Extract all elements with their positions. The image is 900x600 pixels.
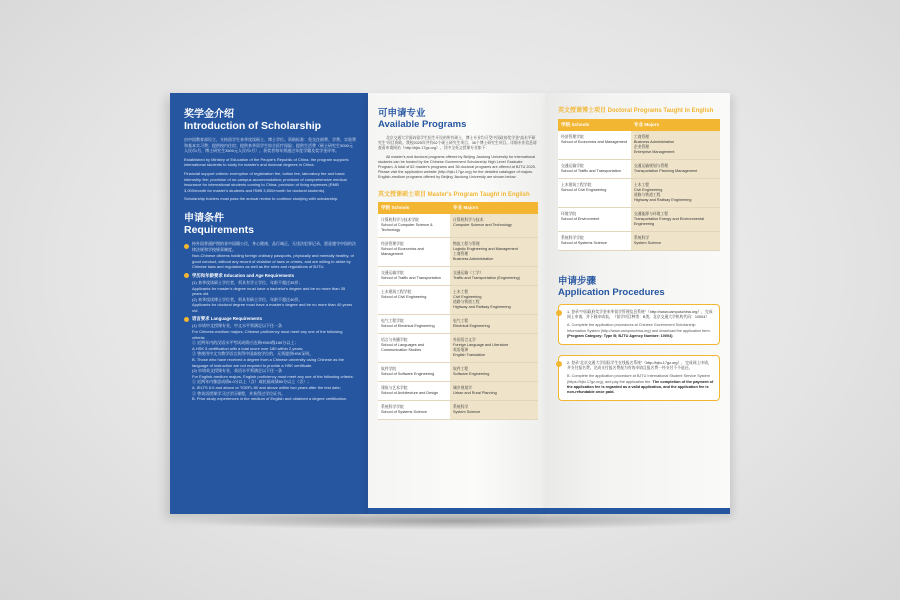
req3-a2-en: B. Those who have received a degree from a Chinese university using Chinese as the language of instruction are not required to provide a HSK certificate. [192, 357, 345, 368]
bullet-dot-icon [184, 273, 189, 278]
school-cell: 经济管理学院 School of Economics and Management [558, 131, 631, 160]
requirement-item-3 [184, 316, 356, 322]
major-cell: 交通能源与环境工程 Transportation Energy and Environmental Engineering [631, 208, 720, 232]
table-header-row [378, 202, 538, 214]
req2-a-en: Applicants for master's degree must have a bachelor's degree and be no more than 35 years old. [192, 285, 346, 297]
col-majors: 专业 Majors [631, 119, 720, 131]
scholarship-para-zh: 由中国教育部设立，支持留学生来华攻读硕士、博士学位。资助标准：免交注册费、学费、实验费和基本实习费；提供校内住宿；提供来华留学生综合医疗保险；提供生活费（硕士研究生3000元人民币/月，博士研究生3500元人民币/月）。获奖者每年须通过年度学籍及奖学金评审。 [184, 137, 356, 154]
school-cell: 计算机科学与技术学院 School of Computer Science & Technology [378, 214, 450, 238]
step1-zh: 1. 登录"中国政府奖学金来华留学管理信息系统"（http://www.campuschina.org），完成网上申请，并下载申请表。（留学项目种类：B类，北京交通大学机构代码：10004） [567, 310, 713, 320]
school-cell: 交通运输学院 School of Traffic and Transportation [378, 266, 450, 285]
scholarship-title-zh: 奖学金介绍 [184, 109, 234, 120]
right-panel-doctoral [546, 93, 730, 514]
master-table-body [378, 214, 538, 420]
doctoral-programs-table [558, 119, 720, 251]
middle-bottom-bar [368, 508, 546, 514]
step2-en-text: B. Complete the application procedure at BJTU International Student Service System (https://bjtu.17gz.org), and pay the application fee. [567, 374, 710, 384]
major-cell: 软件工程 Software Engineering [450, 362, 538, 381]
step2-bold: The completion of the payment of the application fee is regarded as a valid application, and the application fee is non-refundable once paid. [567, 379, 714, 395]
procedure-step-1 [558, 304, 720, 345]
programs-title-zh: 可申请专业 [378, 108, 426, 119]
doctoral-table-title: 英文授课博士项目 Doctoral Programs Taught in English [558, 108, 714, 114]
table-row [558, 160, 720, 179]
table-row [378, 285, 538, 314]
programs-para-zh: 北京交通大学面向留学生招生开设的所有硕士、博士专业均可受中国政府奖学金"高水平研究生"项目资助。我校2025年共有62个硕士研究生项目、36个博士研究生项目。详细专业信息请查看申请网站（http://bjtu.17gz.org），其中全英文授课专业如下： [378, 136, 537, 151]
major-cell: 城乡规划学 Urban and Rural Planning [450, 381, 538, 400]
req3-b-zh: (2) 申请英文授课专业，英语水平须满足以下任一条 [192, 368, 282, 374]
col-majors: 专业 Majors [450, 202, 538, 214]
table-row [378, 362, 538, 381]
major-cell: 物流工程与管理 Logistic Engineering and Management 工商管理 Business Administration [450, 237, 538, 266]
scholarship-title-en: Introduction of Scholarship [184, 120, 322, 132]
req1-zh: 持外国普通护照的非中国籍公民，身心健康，品行端正，无违法犯罪记录，愿意遵守中国的法律法规和学校规章制度。 [192, 240, 356, 252]
req3-b1-zh: ① 近两年内雅思成绩6.0分以上（含）或托福成绩80分以上（含）； [192, 379, 312, 385]
school-cell: 环境学院 School of Environment [558, 208, 631, 232]
req1-en: Non-Chinese citizens holding foreign ordinary passports, physically and mentally healthy, of good conduct, without any record of violation of laws or crimes, and are willing to abide by Chinese laws and regulations as well as the rules and regulations of BJTU. [192, 253, 354, 270]
req3-b1-en: A. IELTS 6.0 and above or TOEFL 80 and above within two years after the test date; [192, 385, 341, 390]
major-cell: 系统科学 System Science [631, 232, 720, 251]
procedures-title-en: Application Procedures [558, 287, 665, 298]
table-row [378, 400, 538, 419]
major-cell: 系统科学 System Science [450, 400, 538, 419]
school-cell: 软件学院 School of Software Engineering [378, 362, 450, 381]
major-cell: 电气工程 Electrical Engineering [450, 314, 538, 333]
scholarship-para-en3: Scholarship holders must pass the annual review to continue studying with scholarship. [184, 196, 339, 202]
table-row [378, 266, 538, 285]
table-header-row [558, 119, 720, 131]
table-row [558, 131, 720, 160]
req3-a-en: For Chinese-medium majors, Chinese proficiency must meet any one of the following criteria: [192, 329, 343, 340]
req3-a-zh: (1) 申请中文授课专业，中文水平须满足以下任一条 [192, 323, 282, 329]
master-table-title: 英文授课硕士项目 Master's Program Taught in English [378, 191, 530, 198]
school-cell: 语言与传播学院 School of Languages and Communication Studies [378, 333, 450, 362]
req3-a2-zh: ② 曾使用中文为教学语言获得中国高校学位的，无须提供HSK证明。 [192, 351, 314, 357]
scholarship-para-en2: Financial support criteria: exemption of registration fee, tuition fee, laboratory fee and basic internship fee; provision of on-campus accommodation; provision of comprehensive medical insurance for international students coming to China; provision of living expenses (RMB 3,000/month for master's students and RMB 3,500/month for doctoral students). [184, 170, 347, 193]
school-cell: 系统科学学院 School of Systems Science [378, 400, 450, 419]
doctoral-table-body [558, 131, 720, 251]
req3-a1-zh: ① 近两年内的汉语水平考试成绩应达到HSK5级180分以上； [192, 340, 299, 346]
bullet-dot-icon [184, 244, 189, 249]
table-row [378, 237, 538, 266]
req2-b-en: Applicants for doctoral degree must have a master's degree and be no more than 40 years old. [192, 302, 353, 313]
req2-a-zh: (1) 来华攻读硕士学位者，须具有学士学位，年龄不超过35岁； [192, 279, 303, 285]
req3-b2-zh: ② 曾英语授课学习过学历课程，并获得过学位证书。 [192, 390, 286, 396]
major-cell: 交通运输规划与管理 Transportation Planning Management [631, 160, 720, 179]
major-cell: 土木工程 Civil Engineering 道路与铁道工程 Highway and Railway Engineering [631, 179, 720, 208]
master-programs-table [378, 202, 538, 420]
school-cell: 交通运输学院 School of Traffic and Transportation [558, 160, 631, 179]
req2-title: 学历和年龄要求 Education and Age Requirements [192, 272, 295, 278]
right-bottom-bar [546, 508, 730, 514]
step2-zh: 2. 登录"北京交通大学国际学生在线报名系统"（http://bjtu.17gz.org），完成网上申请，并支付报名费。完成支付报名费视为有效申请且报名费一经支付不予退还。 [567, 361, 712, 371]
step1-bold: (Program Category: Type B; BJTU Agency Number: 10004) [567, 333, 673, 338]
major-cell: 工商管理 Business Administration 企业管理 Enterprise Management [631, 131, 720, 160]
table-row [378, 314, 538, 333]
school-cell: 系统科学学院 School of Systems Science [558, 232, 631, 251]
major-cell: 交通运输（工学） Traffic and Transportation (Engineering) [450, 266, 538, 285]
col-schools: 学院 Schools [558, 119, 631, 131]
requirements-title-en: Requirements [184, 223, 255, 236]
req3-b-en: For English-medium majors, English proficiency must meet any one of the following criteria: [192, 373, 354, 379]
programs-title-en: Available Programs [378, 119, 467, 130]
requirement-item-1 [184, 241, 356, 252]
procedure-step-2 [558, 355, 720, 401]
col-schools: 学院 Schools [378, 202, 450, 214]
req2-b-zh: (2) 来华攻读博士学位者，须具有硕士学位，年龄不超过40岁。 [192, 296, 303, 302]
procedures-title-zh: 申请步骤 [558, 276, 597, 287]
table-row [558, 179, 720, 208]
brochure-shadow [175, 512, 735, 530]
requirements-title-zh: 申请条件 [184, 212, 224, 224]
step-dot-icon [556, 310, 562, 316]
step-dot-icon [556, 361, 562, 367]
bullet-dot-icon [184, 317, 189, 322]
req3-a1-en: A.HSK 5 certification with a total score over 180 within 2 years; [192, 345, 304, 351]
requirement-item-2 [184, 273, 356, 279]
req3-title: 语言要求 Language Requirements [192, 316, 263, 322]
table-row [558, 208, 720, 232]
step2-en [567, 374, 714, 395]
school-cell: 土木建筑工程学院 School of Civil Engineering [558, 179, 631, 208]
step1-en: A. Complete the application procedures at Chinese Government Scholarship Information System (http://www.campuschina.org) and download the application form. [567, 323, 711, 333]
table-row [378, 381, 538, 400]
table-row [558, 232, 720, 251]
school-cell: 建筑与艺术学院 School of Architecture and Design [378, 381, 450, 400]
major-cell: 外国语言文学 Foreign Language and Literature 英语笔译 English Translation [450, 333, 538, 362]
scholarship-para-en1: Established by Ministry of Education of the People's Republic of China, the program supports international students to study for master's and doctoral degrees in China. [184, 156, 349, 168]
school-cell: 经济管理学院 School of Economics and Management [378, 237, 450, 266]
programs-para-en: All master's and doctoral programs offered by Beijing Jiaotong University for international students can be funded by the Chinese Government Scholarship High Level Graduate Program. A total of 62 master's programs and 36 doctoral programs are offered at BJTU 2025. Please visit the application website (http://bjtu.17gz.org) for the detailed catalogue of majors. English-medium programs offered by Beijing Jiaotong University are shown below: [378, 154, 536, 180]
school-cell: 电气工程学院 School of Electrical Engineering [378, 314, 450, 333]
school-cell: 土木建筑工程学院 School of Civil Engineering [378, 285, 450, 314]
table-row [378, 333, 538, 362]
left-panel-scholarship [170, 93, 368, 514]
middle-panel-programs [368, 93, 546, 514]
req3-b2-en: B. Prior study experiences in the medium of English and obtained a degree certification. [192, 396, 348, 402]
major-cell: 计算机科学与技术 Computer Science and Technology [450, 214, 538, 238]
major-cell: 土木工程 Civil Engineering 道路与铁道工程 Highway and Railway Engineering [450, 285, 538, 314]
table-row [378, 214, 538, 238]
